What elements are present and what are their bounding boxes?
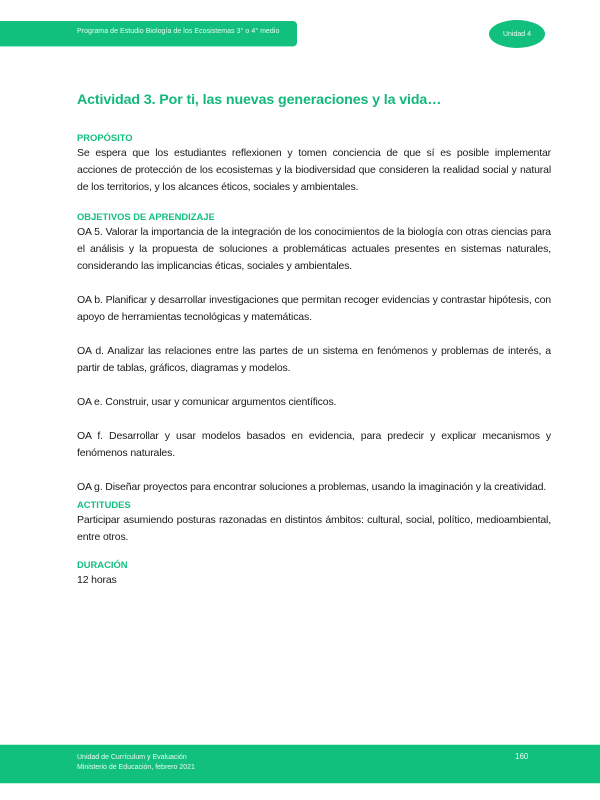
duracion-text: 12 horas [77, 574, 117, 586]
objetivos-section [77, 210, 551, 513]
header-bar [0, 21, 297, 46]
proposito-section [77, 131, 551, 196]
actitudes-heading: ACTITUDES [77, 499, 131, 510]
activity-title: Actividad 3. Por ti, las nuevas generaciones y la vida… [77, 92, 442, 108]
objetivos-heading: OBJETIVOS DE APRENDIZAJE [77, 211, 215, 222]
unit-badge-label: Unidad 4 [502, 30, 532, 38]
footer-line-2: Ministerio de Educación, febrero 2021 [77, 764, 195, 771]
proposito-heading: PROPÓSITO [77, 132, 133, 143]
page-number: 160 [515, 752, 529, 761]
actitudes-text: Participar asumiendo posturas razonadas en distintos ámbitos: cultural, social, político, medioambiental, entre otros. [77, 514, 551, 543]
oa-item-oa5: OA 5. Valorar la importancia de la integración de los conocimientos de la biología con otras ciencias para el análisis y la propuesta de soluciones a problemáticas actuales presentes en sistemas naturales, considerando las implicancias éticas, sociales y ambientales. [77, 226, 551, 272]
oa-item-oab: OA b. Planificar y desarrollar investigaciones que permitan recoger evidencias y contrastar hipótesis, con apoyo de herramientas tecnológicas y matemáticas. [77, 294, 551, 323]
oa-item-oae: OA e. Construir, usar y comunicar argumentos científicos. [77, 396, 337, 408]
page-content [77, 90, 551, 586]
footer-credits [77, 753, 195, 773]
unit-badge [489, 20, 545, 48]
proposito-text: Se espera que los estudiantes reflexionen y tomen conciencia de que sí es posible implementar acciones de protección de los ecosistemas y la biodiversidad que consideren la realidad social y natural de los territorios, y los alcances éticos, sociales y ambientales. [77, 147, 551, 193]
duracion-section [77, 558, 551, 589]
footer-bar [0, 745, 600, 783]
actitudes-section [77, 498, 551, 546]
program-title: Programa de Estudio Biología de los Ecosistemas 3° o 4° medio [77, 28, 280, 35]
footer-line-1: Unidad de Currículum y Evaluación [77, 754, 187, 761]
oa-item-oad: OA d. Analizar las relaciones entre las partes de un sistema en fenómenos y problemas de interés, a partir de tablas, gráficos, diagramas y modelos. [77, 345, 551, 374]
duracion-heading: DURACIÓN [77, 559, 128, 570]
oa-item-oag: OA g. Diseñar proyectos para encontrar soluciones a problemas, usando la imaginación y la creatividad. [77, 481, 547, 493]
oa-item-oaf: OA f. Desarrollar y usar modelos basados en evidencia, para predecir y explicar mecanismos y fenómenos naturales. [77, 430, 551, 459]
